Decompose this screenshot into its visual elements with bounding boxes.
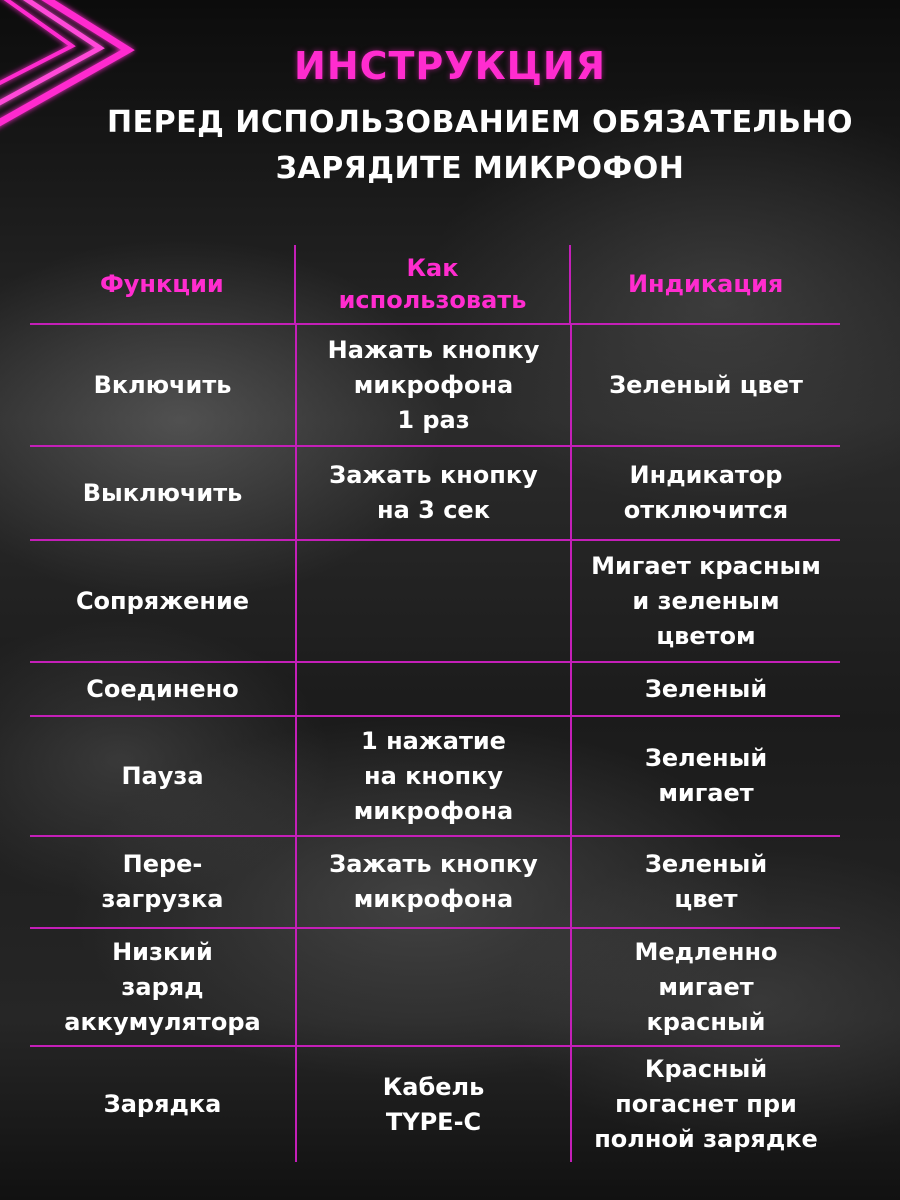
indication-cell: Зеленый цвет	[570, 325, 840, 445]
usage-cell	[295, 929, 570, 1045]
column-header-functions: Функции	[99, 270, 224, 298]
function-cell: Зарядка	[103, 1090, 222, 1118]
function-cell: Пауза	[121, 761, 204, 790]
page-subtitle	[60, 100, 900, 192]
indication-cell: Индикатор отключится	[570, 447, 840, 539]
instruction-table	[30, 245, 840, 1162]
function-cell: Включить	[93, 370, 232, 399]
table-row	[30, 539, 840, 661]
column-header-indication: Индикация	[569, 245, 840, 323]
table-row	[30, 715, 840, 835]
page-title: ИНСТРУКЦИЯ	[294, 44, 606, 88]
function-cell: Сопряжение	[75, 586, 250, 615]
usage-cell: Зажать кнопку на 3 сек	[295, 447, 570, 539]
usage-cell	[295, 663, 570, 715]
function-cell: Низкий заряд аккумулятора	[64, 937, 261, 1036]
usage-cell: 1 нажатие на кнопку микрофона	[295, 717, 570, 835]
indication-cell: Красный погаснет при полной зарядке	[570, 1047, 840, 1162]
subtitle-line-1: ПЕРЕД ИСПОЛЬЗОВАНИЕМ ОБЯЗАТЕЛЬНО	[106, 105, 854, 140]
indication-cell: Зеленый мигает	[570, 717, 840, 835]
table-row	[30, 835, 840, 927]
table-header	[30, 245, 840, 323]
function-cell: Выключить	[82, 478, 243, 507]
indication-cell: Зеленый цвет	[570, 837, 840, 927]
usage-cell	[295, 541, 570, 661]
indication-cell: Мигает красным и зеленым цветом	[570, 541, 840, 661]
column-header-usage: Как использовать	[294, 245, 570, 323]
usage-cell: Кабель TYPE-C	[295, 1047, 570, 1162]
table-row	[30, 927, 840, 1045]
table-row	[30, 661, 840, 715]
function-cell: Пере- загрузка	[101, 850, 224, 913]
table-row	[30, 323, 840, 445]
function-cell: Соединено	[86, 674, 239, 703]
subtitle-line-2: ЗАРЯДИТЕ МИКРОФОН	[275, 151, 685, 186]
indication-cell: Зеленый	[570, 663, 840, 715]
indication-cell: Медленно мигает красный	[570, 929, 840, 1045]
table-row	[30, 1045, 840, 1162]
usage-cell: Нажать кнопку микрофона 1 раз	[295, 325, 570, 445]
usage-cell: Зажать кнопку микрофона	[295, 837, 570, 927]
table-row	[30, 445, 840, 539]
